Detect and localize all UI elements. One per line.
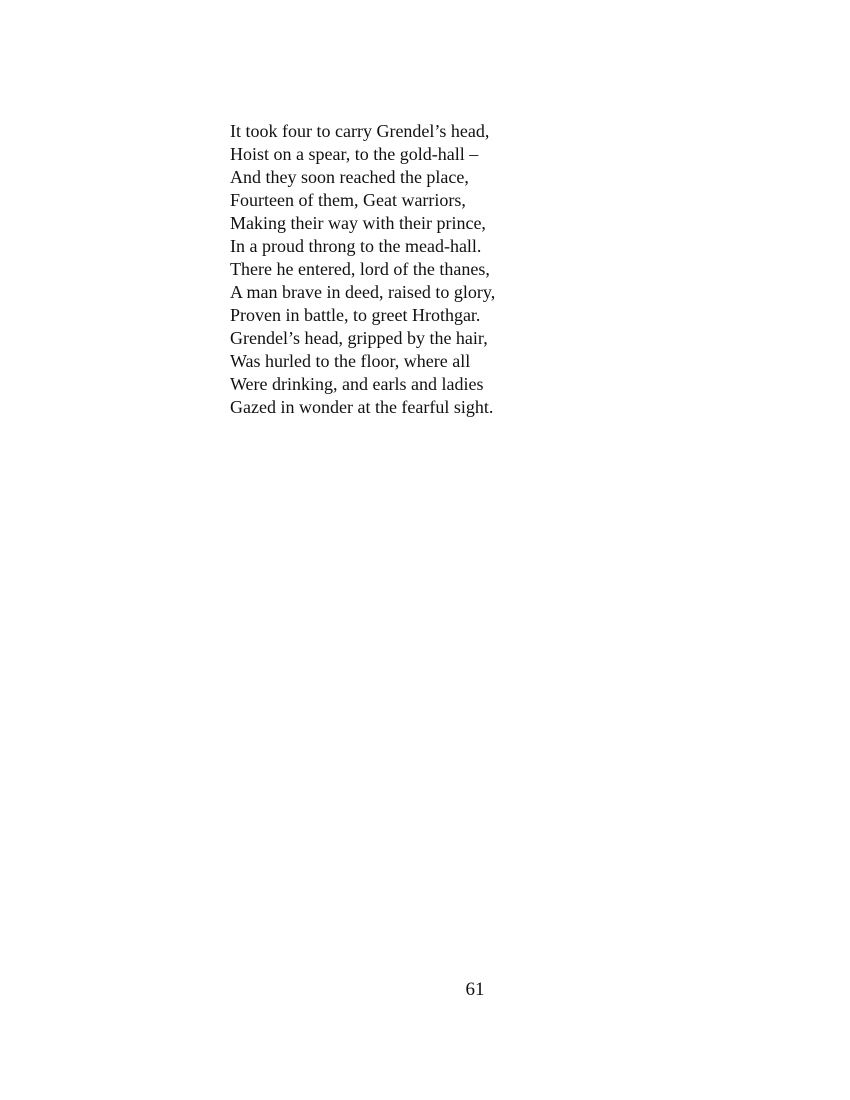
poem-line: Fourteen of them, Geat warriors, (230, 190, 466, 210)
poem-line: Proven in battle, to greet Hrothgar. (230, 305, 481, 325)
poem-line: Hoist on a spear, to the gold-hall – (230, 144, 479, 164)
poem-line: Were drinking, and earls and ladies (230, 374, 484, 394)
poem-line: And they soon reached the place, (230, 167, 469, 187)
poem-line: There he entered, lord of the thanes, (230, 259, 490, 279)
page-number: 61 (465, 979, 485, 1000)
poem-stanza (230, 120, 650, 419)
poem-line: A man brave in deed, raised to glory, (230, 282, 496, 302)
poem-line: Making their way with their prince, (230, 213, 486, 233)
poem-line: Was hurled to the floor, where all (230, 351, 471, 371)
poem-line: Gazed in wonder at the fearful sight. (230, 397, 494, 417)
poem-line: It took four to carry Grendel’s head, (230, 121, 490, 141)
poem-line: In a proud throng to the mead-hall. (230, 236, 482, 256)
poem-line: Grendel’s head, gripped by the hair, (230, 328, 488, 348)
